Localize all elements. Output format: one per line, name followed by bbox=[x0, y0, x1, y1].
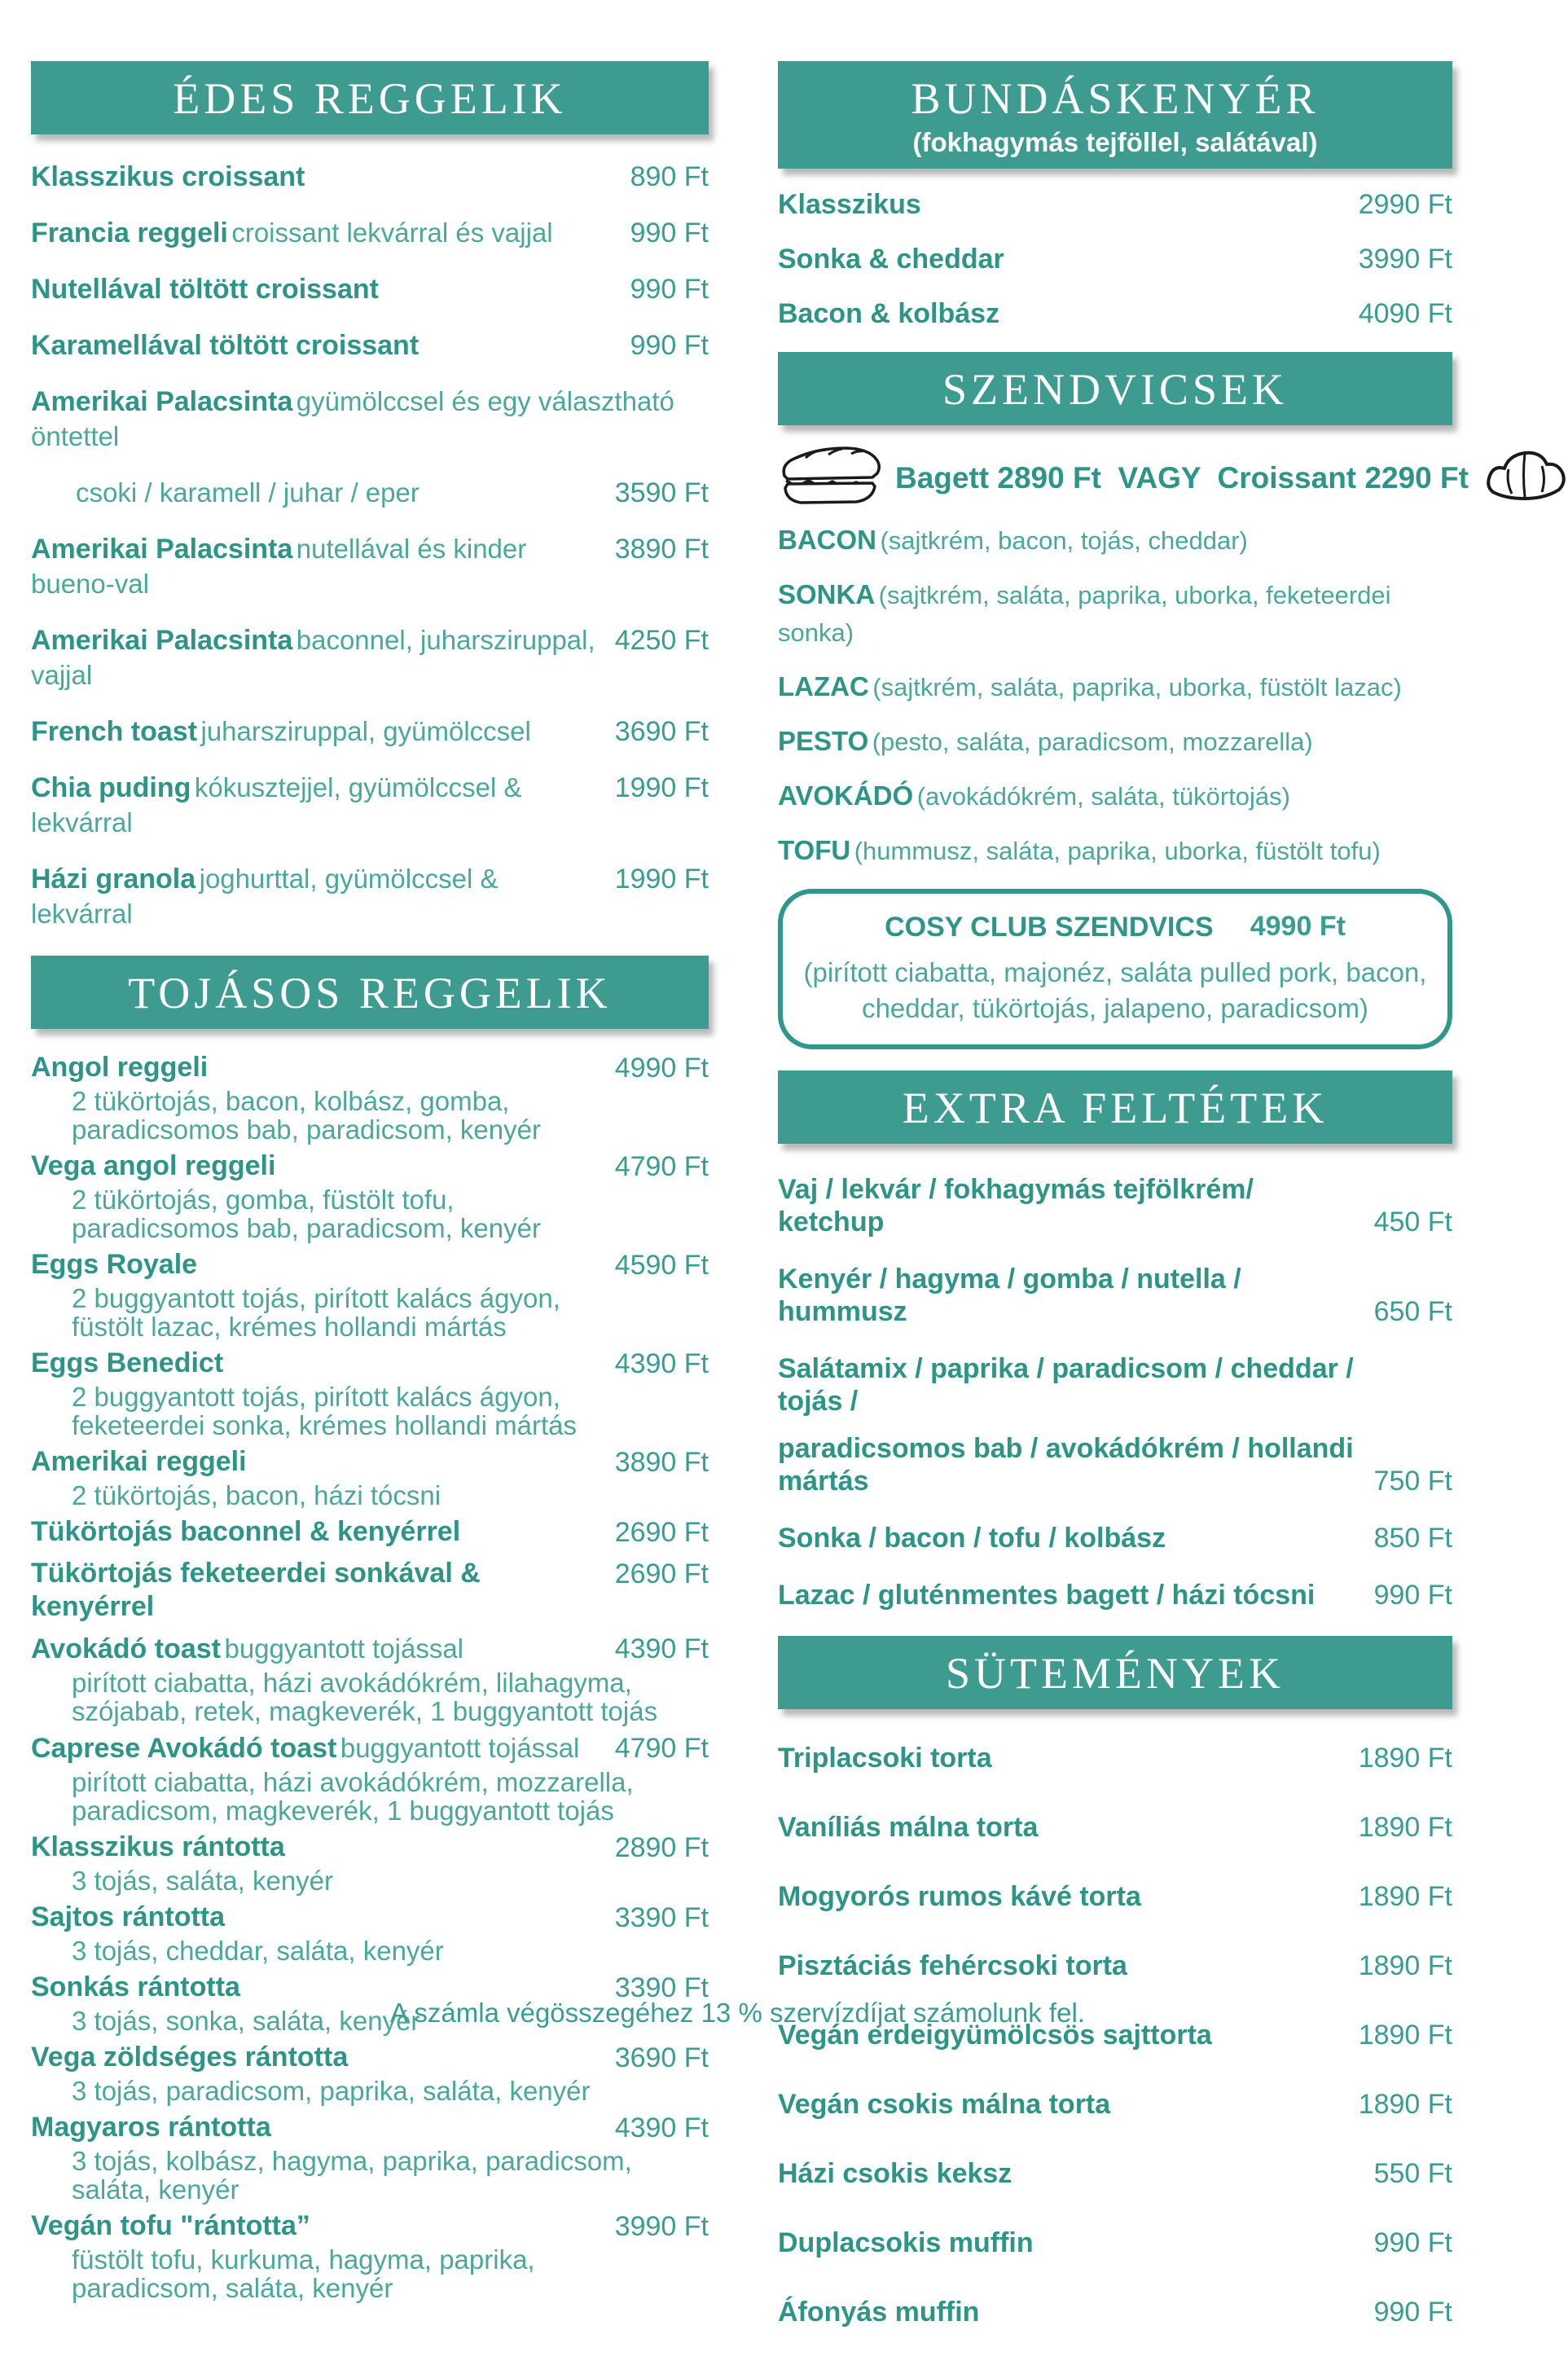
menu-item-row bbox=[778, 1352, 1452, 1497]
item-subline: füstölt lazac, krémes hollandi mártás bbox=[72, 1312, 507, 1342]
item-price: 3390 Ft bbox=[614, 1902, 709, 1933]
item-name: LAZAC bbox=[778, 671, 869, 701]
footer-note: A számla végösszegéhez 13 % szervízdíjat számolunk fel. bbox=[390, 1998, 1085, 2028]
item-subline: pirított ciabatta, házi avokádókrém, lilahagyma, bbox=[72, 1668, 632, 1698]
item-name: Tükörtojás feketeerdei sonkával & kenyérrel bbox=[31, 1558, 481, 1622]
item-subline: 2 tükörtojás, bacon, kolbász, gomba, bbox=[72, 1086, 510, 1116]
menu-item-row bbox=[31, 717, 709, 752]
item-price: 990 Ft bbox=[1373, 1580, 1452, 1611]
menu-item-row bbox=[31, 218, 709, 253]
item-name: Vega angol reggeli bbox=[31, 1150, 276, 1181]
item-price: 3890 Ft bbox=[614, 1447, 709, 1478]
item-name: paradicsomos bab / avokádókrém / hollandi mártás bbox=[778, 1433, 1354, 1497]
menu-item-row bbox=[778, 1880, 1452, 1919]
item-name: Vegán erdeigyümölcsös sajttorta bbox=[778, 2020, 1212, 2051]
item-desc: (sajtkrém, saláta, paprika, uborka, feketeerdei sonka) bbox=[778, 581, 1391, 647]
item-subline: feketeerdei sonka, krémes hollandi mártás bbox=[72, 1410, 577, 1440]
item-price: 650 Ft bbox=[1373, 1296, 1452, 1327]
item-name: Chia puding bbox=[31, 772, 191, 803]
menu-item-row bbox=[31, 1634, 709, 1725]
banner-title: TOJÁSOS REGGELIK bbox=[128, 969, 612, 1018]
item-name: Nutellával töltött croissant bbox=[31, 274, 379, 305]
item-subline: saláta, kenyér bbox=[72, 2174, 239, 2205]
menu-item-row bbox=[31, 534, 709, 604]
banner-title: ÉDES REGGELIK bbox=[173, 74, 567, 123]
menu-item-row bbox=[31, 1448, 709, 1510]
item-price: 4990 Ft bbox=[614, 1053, 709, 1084]
banner-subtitle: (fokhagymás tejföllel, salátával) bbox=[912, 127, 1318, 157]
section-items bbox=[778, 1173, 1452, 1611]
menu-item-row bbox=[31, 275, 709, 310]
menu-item-row bbox=[31, 773, 709, 843]
item-desc: juharsziruppal, gyümölccsel bbox=[200, 716, 531, 746]
item-name: Magyaros rántotta bbox=[31, 2112, 271, 2143]
item-price: 3890 Ft bbox=[614, 534, 709, 565]
item-name: Amerikai Palacsinta bbox=[31, 534, 293, 565]
item-price: 2690 Ft bbox=[614, 1558, 709, 1589]
item-desc: (pirított ciabatta, majonéz, saláta pulled pork, bacon, bbox=[803, 957, 1427, 987]
item-name: Kenyér / hagyma / gomba / nutella / hummusz bbox=[778, 1264, 1241, 1327]
item-name: Pisztáciás fehércsoki torta bbox=[778, 1950, 1127, 1981]
item-price: 990 Ft bbox=[1373, 2297, 1452, 2328]
item-name: Sonkás rántotta bbox=[31, 1972, 240, 2002]
menu-item-row bbox=[31, 2212, 709, 2302]
item-desc: kókusztejjel, gyümölccsel & lekvárral bbox=[31, 772, 522, 837]
item-name: SONKA bbox=[778, 579, 876, 609]
item-desc: buggyantott tojással bbox=[224, 1633, 464, 1664]
item-name: BACON bbox=[778, 525, 876, 555]
item-subline: 3 tojás, kolbász, hagyma, paprika, paradicsom, bbox=[72, 2146, 632, 2176]
item-price: 1890 Ft bbox=[1358, 1881, 1452, 1912]
item-name: Házi csokis keksz bbox=[778, 2158, 1012, 2189]
menu-item-row bbox=[778, 834, 1452, 873]
item-name: Sajtos rántotta bbox=[31, 1901, 226, 1932]
menu-item-row bbox=[31, 1833, 709, 1895]
item-desc: baconnel, juharsziruppal, vajjal bbox=[31, 625, 595, 690]
item-desc: (sajtkrém, bacon, tojás, cheddar) bbox=[880, 526, 1248, 555]
menu-item-row bbox=[31, 331, 709, 366]
item-desc: (avokádókrém, saláta, tükörtojás) bbox=[916, 782, 1290, 811]
item-price: 2690 Ft bbox=[614, 1517, 709, 1548]
item-subline: füstölt tofu, kurkuma, hagyma, paprika, bbox=[72, 2244, 535, 2275]
item-name: Eggs Benedict bbox=[31, 1347, 224, 1378]
menu-item-row bbox=[778, 1522, 1452, 1554]
menu-item-row bbox=[31, 1903, 709, 1965]
item-price: 2990 Ft bbox=[1358, 189, 1452, 220]
menu-item-row bbox=[31, 1559, 709, 1626]
menu-item-row bbox=[778, 524, 1452, 562]
menu-item-row bbox=[778, 2088, 1452, 2126]
item-price: 4390 Ft bbox=[614, 1633, 709, 1664]
item-price: 450 Ft bbox=[1373, 1207, 1452, 1237]
item-price: 990 Ft bbox=[1373, 2227, 1452, 2258]
item-name: Tükörtojás baconnel & kenyérrel bbox=[31, 1516, 461, 1547]
item-subline: 3 tojás, saláta, kenyér bbox=[72, 1866, 334, 1896]
menu-item-row bbox=[778, 2227, 1452, 2265]
menu-item-row bbox=[778, 1263, 1452, 1328]
croissant-icon bbox=[1482, 442, 1568, 510]
item-name: Klasszikus croissant bbox=[31, 161, 305, 192]
item-name: Karamellával töltött croissant bbox=[31, 330, 419, 361]
item-name: COSY CLUB SZENDVICS bbox=[885, 912, 1214, 943]
menu-item-row bbox=[778, 1950, 1452, 1988]
item-name: Házi granola bbox=[31, 864, 196, 895]
item-price: 2890 Ft bbox=[614, 1832, 709, 1863]
menu-item-row bbox=[778, 1811, 1452, 1849]
menu-item-row bbox=[31, 1349, 709, 1440]
item-price: 4250 Ft bbox=[614, 625, 709, 656]
item-name: Triplacsoki torta bbox=[778, 1743, 992, 1774]
item-name: French toast bbox=[31, 716, 198, 747]
item-price: 4990 Ft bbox=[1250, 911, 1346, 942]
item-price: 4390 Ft bbox=[614, 1348, 709, 1379]
item-price: 850 Ft bbox=[1373, 1523, 1452, 1554]
item-price: 1890 Ft bbox=[1358, 1812, 1452, 1843]
item-price: 1890 Ft bbox=[1358, 2020, 1452, 2051]
menu-item-row bbox=[778, 188, 1452, 226]
item-subline: paradicsom, saláta, kenyér bbox=[72, 2273, 393, 2303]
item-name: Amerikai reggeli bbox=[31, 1446, 247, 1477]
item-price: 1890 Ft bbox=[1358, 1743, 1452, 1774]
item-name: Mogyorós rumos kávé torta bbox=[778, 1881, 1141, 1912]
item-price: 3690 Ft bbox=[614, 716, 709, 747]
menu-item-row bbox=[31, 1518, 709, 1551]
bagett-vagy-text: Bagett 2890 Ft VAGY Croissant 2290 Ft bbox=[895, 460, 1469, 495]
menu-item-row bbox=[31, 626, 709, 696]
item-price: 990 Ft bbox=[630, 274, 709, 305]
item-name: Duplacsokis muffin bbox=[778, 2227, 1034, 2258]
item-price: 4390 Ft bbox=[614, 2112, 709, 2143]
item-subline: paradicsom, magkeverék, 1 buggyantott tojás bbox=[72, 1796, 614, 1826]
menu-item-row bbox=[31, 2113, 709, 2204]
section-banner bbox=[31, 61, 709, 134]
item-price: 990 Ft bbox=[630, 218, 709, 248]
section-banner bbox=[778, 352, 1452, 425]
item-name: PESTO bbox=[778, 726, 869, 756]
menu-item-row bbox=[778, 297, 1452, 336]
menu-item-row bbox=[778, 243, 1452, 281]
item-name: Vaníliás málna torta bbox=[778, 1812, 1039, 1843]
item-desc: joghurttal, gyümölccsel & lekvárral bbox=[31, 864, 499, 929]
item-name: Avokádó toast bbox=[31, 1633, 222, 1664]
menu-item-row bbox=[31, 2043, 709, 2105]
menu-item-row bbox=[31, 478, 709, 513]
item-name: TOFU bbox=[778, 835, 851, 865]
section-items bbox=[31, 1053, 709, 2302]
item-name: Amerikai Palacsinta bbox=[31, 386, 293, 417]
sandwich-icon bbox=[778, 443, 882, 508]
item-name: Amerikai Palacsinta bbox=[31, 625, 293, 656]
item-subline: paradicsomos bab, paradicsom, kenyér bbox=[72, 1114, 541, 1145]
item-name: Klasszikus rántotta bbox=[31, 1831, 285, 1862]
menu-item-row bbox=[31, 387, 709, 457]
item-name: Vegán tofu "rántotta” bbox=[31, 2210, 310, 2241]
menu-item-row bbox=[778, 1579, 1452, 1611]
item-name: Caprese Avokádó toast bbox=[31, 1733, 337, 1764]
banner-title: BUNDÁSKENYÉR bbox=[911, 74, 1320, 123]
item-price: 750 Ft bbox=[1373, 1466, 1452, 1497]
menu-item-row bbox=[31, 162, 709, 197]
item-desc: croissant lekvárral és vajjal bbox=[231, 218, 553, 248]
menu-item-row bbox=[778, 1742, 1452, 1780]
item-name: Eggs Royale bbox=[31, 1249, 198, 1280]
croissant-icon bbox=[1482, 442, 1568, 514]
item-subline: pirított ciabatta, házi avokádókrém, mozzarella, bbox=[72, 1767, 634, 1797]
item-desc: buggyantott tojással bbox=[340, 1733, 580, 1763]
item-name: Sonka & cheddar bbox=[778, 244, 1004, 275]
item-subline: 3 tojás, cheddar, saláta, kenyér bbox=[72, 1936, 444, 1966]
menu-item-row bbox=[31, 1251, 709, 1341]
menu-item-row bbox=[778, 2296, 1452, 2334]
item-price: 4790 Ft bbox=[614, 1733, 709, 1764]
banner-title: EXTRA FELTÉTEK bbox=[902, 1084, 1329, 1132]
item-price: 3990 Ft bbox=[614, 2211, 709, 2242]
cosy-club-box bbox=[778, 889, 1452, 1049]
item-name: Salátamix / paprika / paradicsom / cheddar / tojás / bbox=[778, 1353, 1354, 1417]
item-price: 1890 Ft bbox=[1358, 1950, 1452, 1981]
item-desc: csoki / karamell / juhar / eper bbox=[76, 477, 419, 508]
item-desc: gyümölccsel és egy választható öntettel bbox=[31, 386, 674, 451]
banner-title: SÜTEMÉNYEK bbox=[946, 1649, 1285, 1698]
item-subline: 2 tükörtojás, gomba, füstölt tofu, bbox=[72, 1185, 455, 1215]
item-price: 890 Ft bbox=[630, 161, 709, 192]
left-column bbox=[31, 61, 709, 2310]
item-price: 1890 Ft bbox=[1358, 2089, 1452, 2120]
item-price: 3590 Ft bbox=[614, 477, 709, 508]
item-desc: cheddar, tükörtojás, jalapeno, paradicsom) bbox=[862, 993, 1368, 1023]
item-subline: 3 tojás, paradicsom, paprika, saláta, kenyér bbox=[72, 2076, 591, 2106]
menu-item-row bbox=[778, 1173, 1452, 1238]
banner-title: SZENDVICSEK bbox=[942, 365, 1288, 414]
item-name: Áfonyás muffin bbox=[778, 2297, 980, 2328]
item-price: 4090 Ft bbox=[1358, 298, 1452, 329]
menu-item-row bbox=[31, 1152, 709, 1242]
item-desc: (sajtkrém, saláta, paprika, uborka, füstölt lazac) bbox=[872, 673, 1402, 701]
item-price: 990 Ft bbox=[630, 330, 709, 361]
menu-item-row bbox=[778, 670, 1452, 709]
section-items bbox=[778, 524, 1452, 873]
item-subline: 2 buggyantott tojás, pirított kalács ágyon, bbox=[72, 1283, 560, 1313]
item-name: Bacon & kolbász bbox=[778, 298, 1000, 329]
menu-item-row bbox=[778, 578, 1452, 654]
item-price: 3990 Ft bbox=[1358, 244, 1452, 275]
item-name: Vegán csokis málna torta bbox=[778, 2089, 1111, 2120]
item-price: 1990 Ft bbox=[614, 864, 709, 895]
item-name: Sonka / bacon / tofu / kolbász bbox=[778, 1523, 1166, 1554]
item-subline: szójabab, retek, magkeverék, 1 buggyantott tojás bbox=[72, 1696, 658, 1726]
sandwich-icon bbox=[778, 443, 882, 512]
section-banner bbox=[778, 61, 1452, 169]
bagett-vagy-line bbox=[778, 442, 1469, 514]
section-banner bbox=[778, 1636, 1452, 1709]
item-subline: 2 tükörtojás, bacon, házi tócsni bbox=[72, 1480, 441, 1510]
item-name: AVOKÁDÓ bbox=[778, 780, 914, 811]
menu-item-row bbox=[31, 1734, 709, 1825]
menu-item-row bbox=[31, 864, 709, 934]
item-name: Vega zöldséges rántotta bbox=[31, 2042, 349, 2073]
section-banner bbox=[778, 1070, 1452, 1144]
item-price: 3690 Ft bbox=[614, 2042, 709, 2073]
item-name: Klasszikus bbox=[778, 189, 921, 220]
item-name: Angol reggeli bbox=[31, 1052, 209, 1083]
menu-item-row bbox=[778, 2157, 1452, 2196]
item-price: 1990 Ft bbox=[614, 772, 709, 803]
item-desc: (hummusz, saláta, paprika, uborka, füstölt tofu) bbox=[854, 837, 1381, 865]
item-subline: 2 buggyantott tojás, pirított kalács ágyon, bbox=[72, 1382, 560, 1412]
section-items bbox=[778, 1742, 1452, 2334]
item-name: Lazac / gluténmentes bagett / házi tócsni bbox=[778, 1580, 1315, 1611]
item-subline: 3 tojás, sonka, saláta, kenyér bbox=[72, 2006, 420, 2036]
item-price: 3390 Ft bbox=[614, 1972, 709, 2003]
item-desc: (pesto, saláta, paradicsom, mozzarella) bbox=[872, 728, 1313, 756]
section-items bbox=[31, 162, 709, 934]
item-subline: paradicsomos bab, paradicsom, kenyér bbox=[72, 1213, 541, 1243]
menu-item-row bbox=[778, 780, 1452, 818]
item-price: 4590 Ft bbox=[614, 1250, 709, 1281]
item-price: 550 Ft bbox=[1373, 2158, 1452, 2189]
menu-item-row bbox=[778, 725, 1452, 763]
section-items bbox=[778, 188, 1452, 336]
item-price: 4790 Ft bbox=[614, 1151, 709, 1182]
section-banner bbox=[31, 956, 709, 1029]
item-name: Vaj / lekvár / fokhagymás tejfölkrém/ ketchup bbox=[778, 1174, 1254, 1237]
item-desc: nutellával és kinder bueno-val bbox=[31, 534, 527, 599]
menu-item-row bbox=[31, 1053, 709, 1144]
item-name: Francia reggeli bbox=[31, 218, 228, 248]
